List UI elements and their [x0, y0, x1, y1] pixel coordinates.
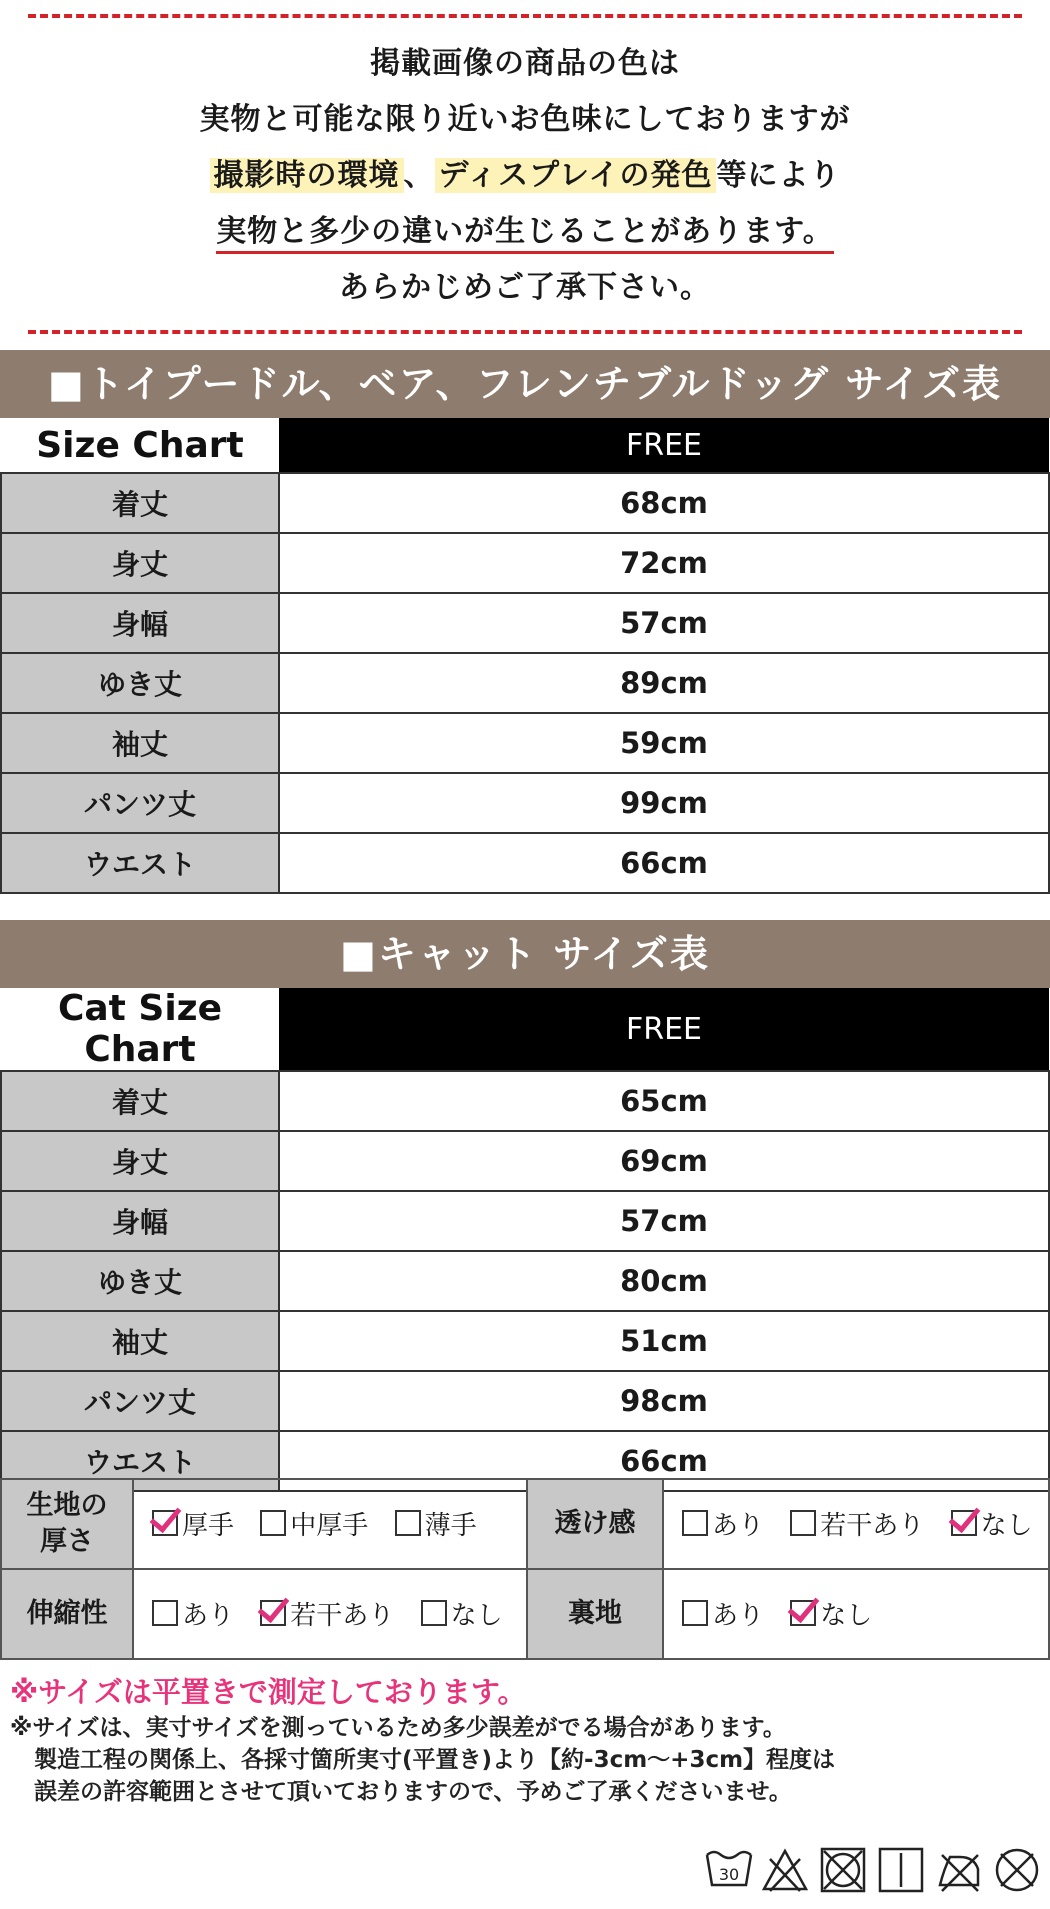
notice-line-5: あらかじめご了承下さい。 — [339, 270, 711, 305]
row-label: パンツ丈 — [1, 1371, 279, 1431]
row-value: 51cm — [279, 1311, 1049, 1371]
empty-checkbox-icon — [152, 1600, 178, 1626]
fabric-properties-table — [0, 1478, 1050, 1660]
notice-line-3-tail: 等により — [716, 158, 841, 193]
top-dashed-divider — [28, 14, 1022, 18]
option-label: 厚手 — [182, 1510, 235, 1541]
row-label: 着丈 — [1, 473, 279, 533]
row-label: パンツ丈 — [1, 773, 279, 833]
note-line-3: 誤差の許容範囲とさせて頂いておりますので、予めご了承くださいませ。 — [34, 1779, 792, 1805]
option-label: あり — [182, 1600, 235, 1631]
checked-checkbox-icon — [152, 1510, 178, 1536]
notice-comma: 、 — [403, 158, 435, 193]
no-iron-icon — [934, 1845, 984, 1895]
row-value: 98cm — [279, 1371, 1049, 1431]
checked-checkbox-icon — [951, 1510, 977, 1536]
table-row — [1, 1131, 1049, 1191]
stretch-label: 伸縮性 — [1, 1569, 133, 1659]
row-label: 身幅 — [1, 593, 279, 653]
thickness-options — [133, 1479, 527, 1569]
checked-checkbox-icon — [790, 1600, 816, 1626]
row-value: 80cm — [279, 1251, 1049, 1311]
row-label: ウエスト — [1, 833, 279, 893]
size-chart-label: Size Chart — [1, 418, 279, 473]
row-value: 57cm — [279, 1191, 1049, 1251]
table-row — [1, 533, 1049, 593]
row-value: 59cm — [279, 713, 1049, 773]
thickness-label-line-2: 厚さ — [40, 1526, 94, 1557]
cat-size-table-title: ■キャット サイズ表 — [0, 920, 1050, 988]
row-label: 身幅 — [1, 1191, 279, 1251]
notice-line-4 — [0, 204, 1050, 260]
dog-size-table-title: ■トイプードル、ベア、フレンチブルドッグ サイズ表 — [0, 350, 1050, 418]
fabric-row-1 — [1, 1479, 1049, 1569]
sheerness-options — [663, 1479, 1049, 1569]
stretch-options — [133, 1569, 527, 1659]
table-row — [1, 593, 1049, 653]
table-row — [1, 833, 1049, 893]
bottom-dashed-divider — [28, 330, 1022, 334]
lining-options — [663, 1569, 1049, 1659]
notice-line-3 — [0, 148, 1050, 204]
notice-line-2: 実物と可能な限り近いお色味にしておりますが — [199, 102, 851, 137]
option-label: あり — [712, 1600, 765, 1631]
cat-size-table — [0, 988, 1050, 1492]
sheerness-option-yes — [682, 1505, 764, 1542]
row-value: 68cm — [279, 473, 1049, 533]
stretch-option-yes — [152, 1595, 234, 1632]
table-row — [1, 713, 1049, 773]
table-row — [1, 1251, 1049, 1311]
empty-checkbox-icon — [395, 1510, 421, 1536]
table-row — [1, 1071, 1049, 1131]
empty-checkbox-icon — [682, 1510, 708, 1536]
option-label: なし — [820, 1600, 873, 1631]
thickness-label-line-1: 生地の — [26, 1490, 108, 1521]
sheerness-option-slight — [790, 1505, 924, 1542]
row-value: 69cm — [279, 1131, 1049, 1191]
wash-30-icon — [704, 1845, 754, 1895]
empty-checkbox-icon — [682, 1600, 708, 1626]
option-label: 若干あり — [290, 1600, 395, 1631]
lining-option-yes — [682, 1595, 764, 1632]
option-label: なし — [980, 1510, 1033, 1541]
thickness-label — [1, 1479, 133, 1569]
option-label: 薄手 — [424, 1510, 477, 1541]
row-label: 着丈 — [1, 1071, 279, 1131]
free-size-header: FREE — [279, 418, 1049, 473]
empty-checkbox-icon — [421, 1600, 447, 1626]
stretch-option-slight — [260, 1595, 394, 1632]
notice-highlight-display: ディスプレイの発色 — [435, 158, 717, 193]
option-label: あり — [712, 1510, 765, 1541]
free-size-header: FREE — [279, 988, 1049, 1071]
svg-text:30: 30 — [718, 1865, 740, 1884]
option-label: 若干あり — [820, 1510, 925, 1541]
checked-checkbox-icon — [260, 1600, 286, 1626]
row-value: 72cm — [279, 533, 1049, 593]
row-value: 66cm — [279, 1431, 1049, 1491]
notice-highlight-environment: 撮影時の環境 — [210, 158, 404, 193]
row-label: 身丈 — [1, 1131, 279, 1191]
color-notice — [0, 36, 1050, 316]
table-row — [1, 773, 1049, 833]
row-value: 66cm — [279, 833, 1049, 893]
row-label: 身丈 — [1, 533, 279, 593]
table-row — [1, 653, 1049, 713]
measurement-notes — [10, 1672, 1040, 1808]
row-value: 89cm — [279, 653, 1049, 713]
row-value: 57cm — [279, 593, 1049, 653]
row-label: 袖丈 — [1, 713, 279, 773]
no-tumble-dry-icon — [818, 1845, 868, 1895]
empty-checkbox-icon — [260, 1510, 286, 1536]
dog-size-table-header — [1, 418, 1049, 473]
cat-size-table-header — [1, 988, 1049, 1071]
cat-size-chart-label: Cat Size Chart — [1, 988, 279, 1071]
table-row — [1, 1311, 1049, 1371]
stretch-option-none — [421, 1595, 503, 1632]
option-label: なし — [450, 1600, 503, 1631]
sheerness-label: 透け感 — [527, 1479, 663, 1569]
dog-size-table — [0, 418, 1050, 894]
row-label: ウエスト — [1, 1431, 279, 1491]
table-row — [1, 473, 1049, 533]
row-label: ゆき丈 — [1, 653, 279, 713]
thickness-option-thin — [395, 1505, 477, 1542]
line-dry-icon — [876, 1845, 926, 1895]
empty-checkbox-icon — [790, 1510, 816, 1536]
note-line-2: 製造工程の関係上、各採寸箇所実寸(平置き)より【約-3cm〜+3cm】程度は — [34, 1747, 836, 1773]
no-bleach-icon — [760, 1845, 810, 1895]
lining-option-none — [790, 1595, 872, 1632]
notice-line-1: 掲載画像の商品の色は — [370, 46, 680, 81]
fabric-row-2 — [1, 1569, 1049, 1659]
table-row — [1, 1371, 1049, 1431]
row-value: 65cm — [279, 1071, 1049, 1131]
notice-underlined-text: 実物と多少の違いが生じることがあります。 — [216, 214, 834, 254]
row-value: 99cm — [279, 773, 1049, 833]
flat-measurement-note: ※サイズは平置きで測定しております。 — [10, 1675, 527, 1709]
table-row — [1, 1191, 1049, 1251]
thickness-option-thick — [152, 1505, 234, 1542]
row-label: 袖丈 — [1, 1311, 279, 1371]
row-label: ゆき丈 — [1, 1251, 279, 1311]
no-dry-clean-icon — [992, 1845, 1042, 1895]
option-label: 中厚手 — [290, 1510, 369, 1541]
thickness-option-medium — [260, 1505, 368, 1542]
note-line-1: ※サイズは、実寸サイズを測っているため多少誤差がでる場合があります。 — [10, 1715, 786, 1741]
lining-label: 裏地 — [527, 1569, 663, 1659]
sheerness-option-none — [951, 1505, 1033, 1542]
